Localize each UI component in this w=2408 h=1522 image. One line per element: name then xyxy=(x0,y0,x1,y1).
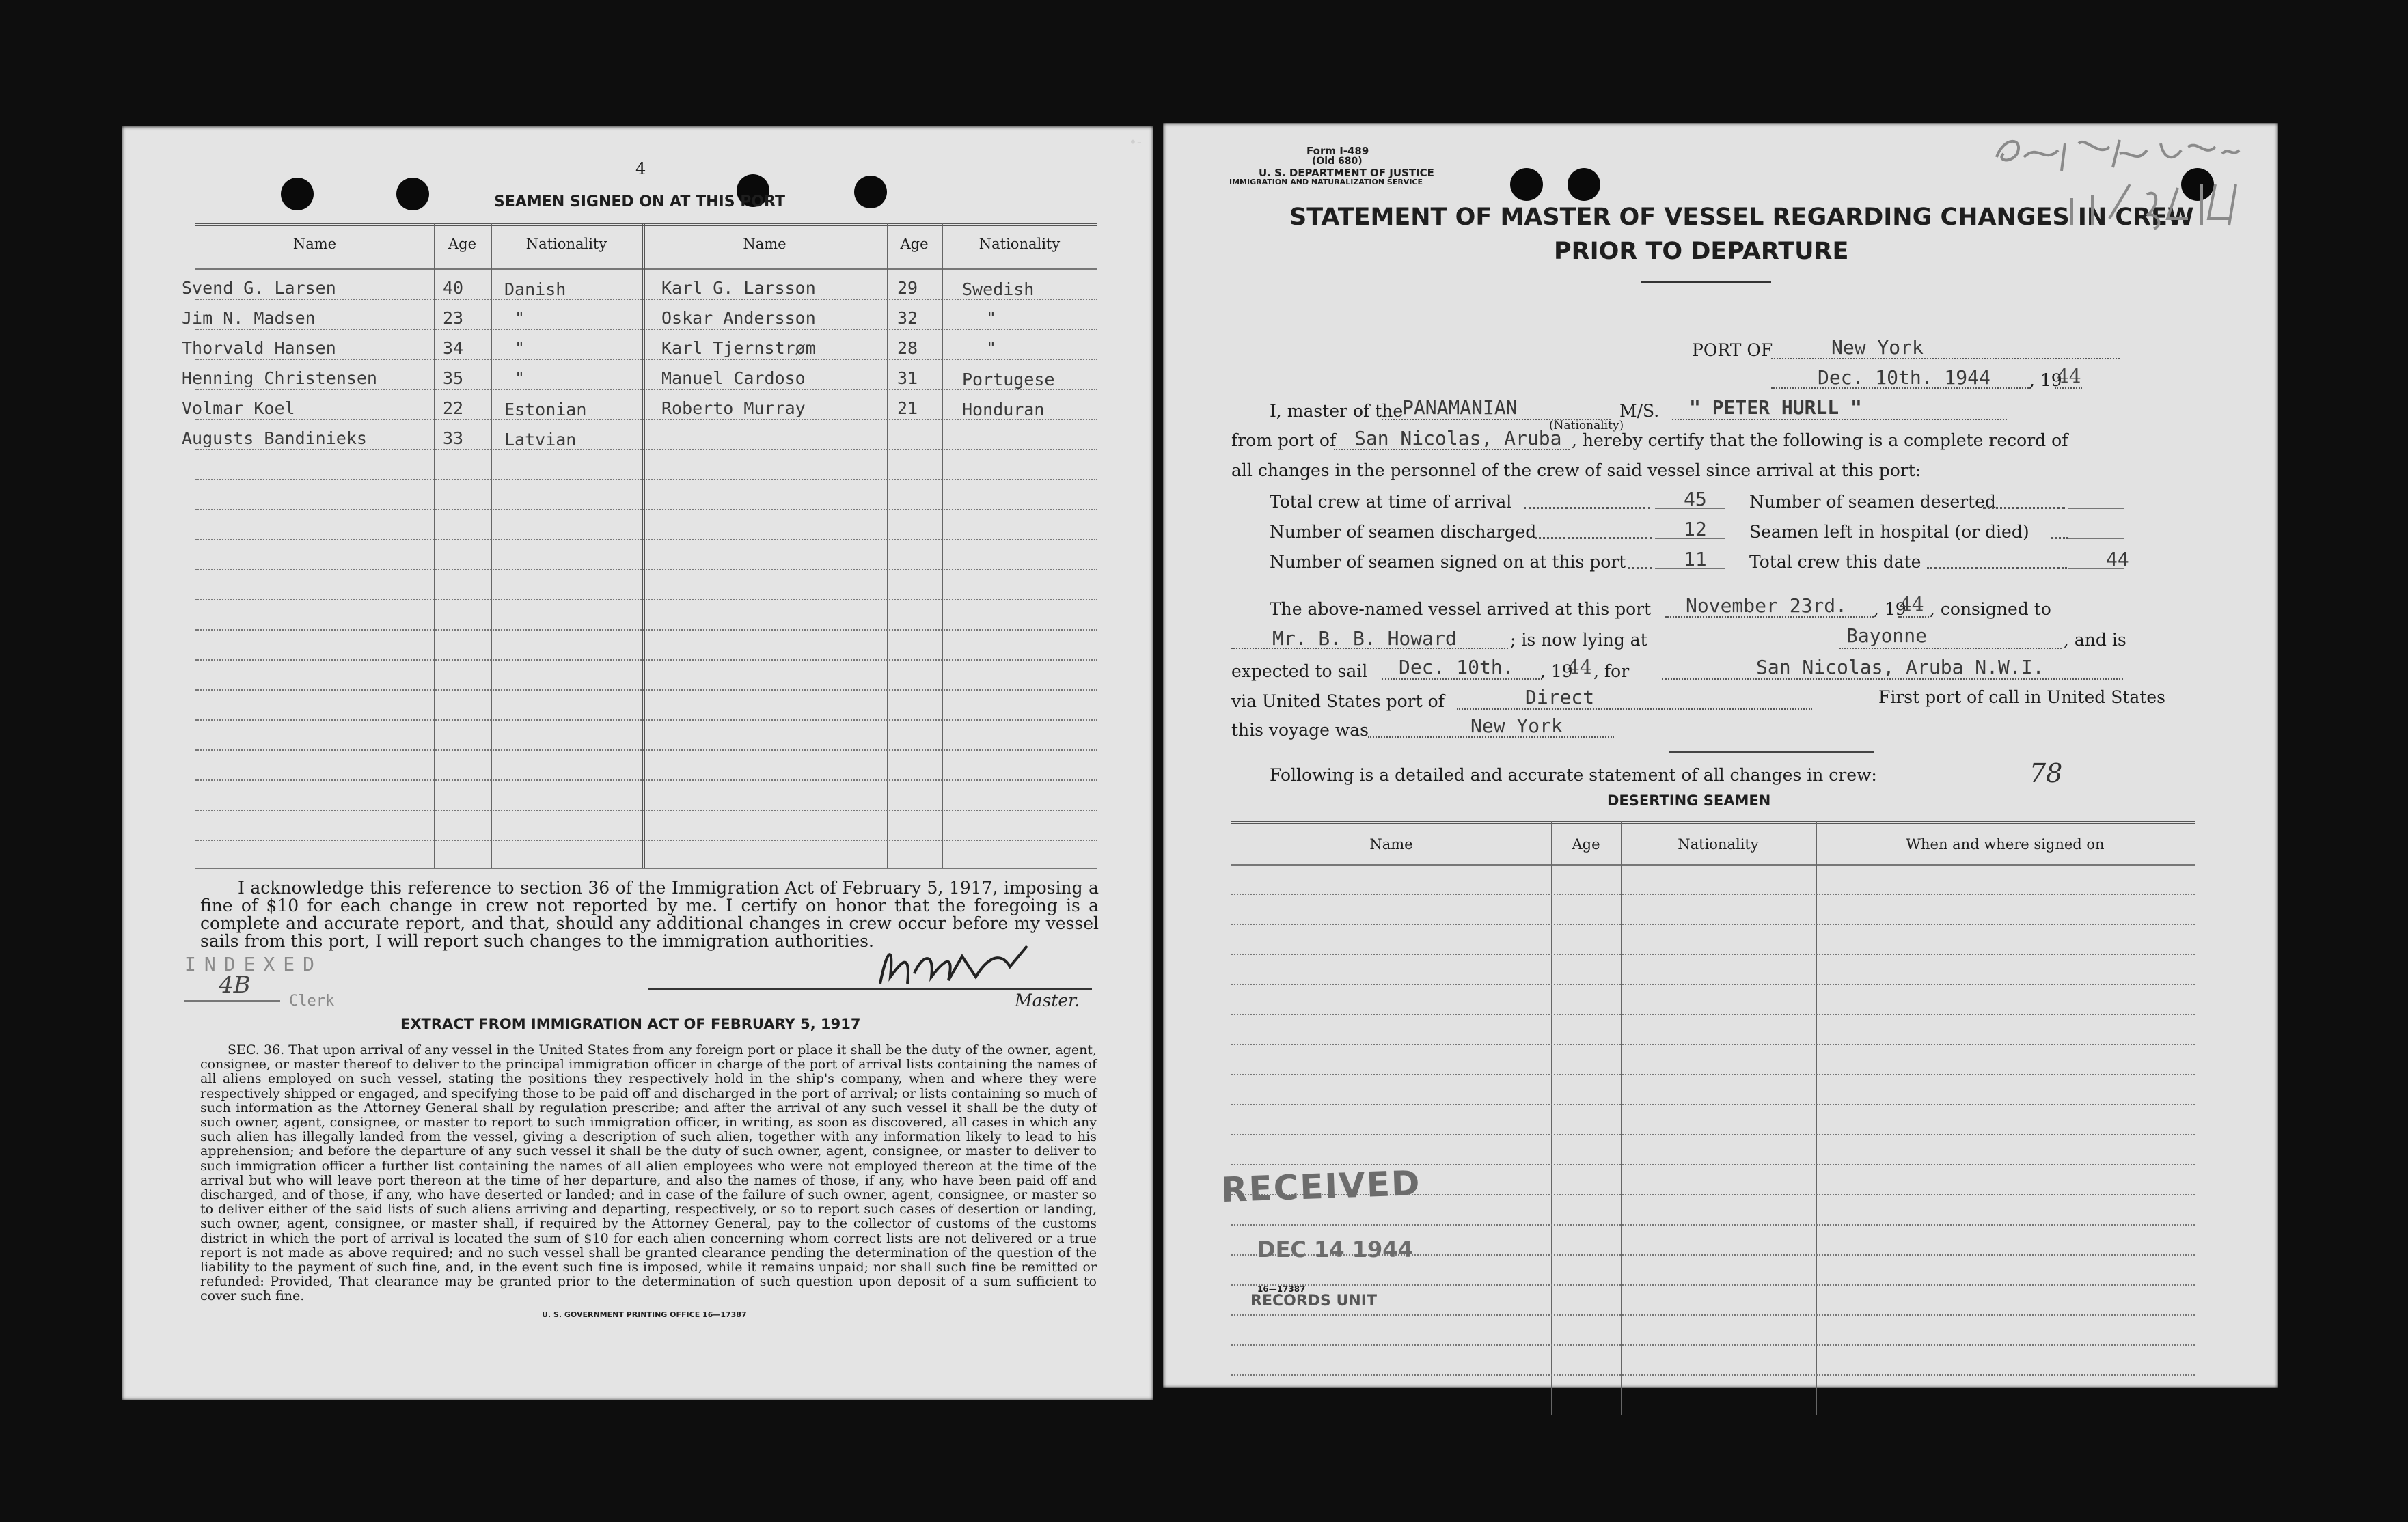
crew-name: Jim N. Madsen xyxy=(182,308,316,328)
master-of-label: I, master of the xyxy=(1270,401,1404,421)
punch-hole xyxy=(281,178,314,210)
crew-age: 28 xyxy=(897,338,918,358)
crew-nationality: Portugese xyxy=(962,370,1055,389)
form-number: Form I-489 xyxy=(1306,145,1369,157)
lying-at: Bayonne xyxy=(1846,624,1928,647)
signed-on: 11 xyxy=(1684,548,1707,570)
consignee: Mr. B. B. Howard xyxy=(1272,627,1457,650)
deserting-header-age: Age xyxy=(1572,836,1600,853)
crew-name: Henning Christensen xyxy=(182,368,377,388)
deserting-title: DESERTING SEAMEN xyxy=(1607,792,1771,809)
corner-annotation xyxy=(1983,130,2270,239)
clerk-label: Clerk xyxy=(289,993,335,1010)
punch-hole xyxy=(1568,168,1600,201)
crew-age: 29 xyxy=(897,278,918,298)
deserting-header-nationality: Nationality xyxy=(1678,836,1759,853)
crew-nationality: Danish xyxy=(504,279,566,299)
crew-name: Volmar Koel xyxy=(182,398,295,418)
crew-name: Thorvald Hansen xyxy=(182,338,336,358)
crew-name: Roberto Murray xyxy=(661,398,806,418)
crew-nationality: Estonian xyxy=(504,400,587,419)
crew-nationality: " xyxy=(515,308,525,328)
printing-code: 16—17387 xyxy=(1257,1284,1306,1294)
crew-age: 40 xyxy=(443,278,464,298)
following-label: Following is a detailed and accurate statement of all changes in crew: xyxy=(1270,765,1877,785)
printing-office: U. S. GOVERNMENT PRINTING OFFICE 16—17387 xyxy=(542,1310,747,1319)
arrived-year-prefix: , 19 xyxy=(1874,599,1906,619)
for-label: , for xyxy=(1593,661,1630,681)
date-year: 44 xyxy=(2057,365,2081,387)
discharged: 12 xyxy=(1684,518,1707,540)
crew-nationality: " xyxy=(986,308,997,328)
crew-nationality: Honduran xyxy=(962,400,1045,419)
handwritten-number: 78 xyxy=(2029,758,2063,788)
via-label: via United States port of xyxy=(1231,691,1445,711)
header-name-2: Name xyxy=(743,236,786,252)
crew-age: 33 xyxy=(443,428,464,448)
binding-mark: •- xyxy=(1129,134,1143,150)
crew-nationality: " xyxy=(986,338,997,358)
expected-year: 44 xyxy=(1568,656,1592,678)
crew-name: Karl G. Larsson xyxy=(661,278,816,298)
expected-date: Dec. 10th. xyxy=(1399,656,1514,678)
port-of-value: New York xyxy=(1831,336,1924,359)
form-title: STATEMENT OF MASTER OF VESSEL REGARDING CHANGES IN CREW xyxy=(1289,204,2194,231)
voyage-label: this voyage was xyxy=(1231,720,1369,740)
header-nationality-2: Nationality xyxy=(979,236,1061,252)
deserted-label: Number of seamen deserted xyxy=(1749,492,1996,512)
crew-nationality: " xyxy=(515,338,525,358)
vessel-name: " PETER HURLL " xyxy=(1689,396,1862,419)
crew-age: 22 xyxy=(443,398,464,418)
crew-age: 35 xyxy=(443,368,464,388)
from-port-label: from port of xyxy=(1231,430,1337,450)
via-port: Direct xyxy=(1525,686,1595,708)
port-of-label: PORT OF xyxy=(1692,340,1773,360)
form-old: (Old 680) xyxy=(1312,156,1363,167)
extract-text: SEC. 36. That upon arrival of any vessel in the United States from any foreign port or place it shall be the duty of the owner, agent, consignee, or master thereof to deliver to the principal immigration officer in charge of the port of arrival lists containing the names of all aliens employed on such vessel, stating the positions they respectively hold in the ship's company, when and where they were respectively shipped or engaged, and specifying those to be paid off and discharged in the port of arrival; or lists containing so much of such information as the Attorney General shall by regulation prescribe; and after the arrival of any such vessel it shall be the duty of such owner, agent, consignee, or master to report to such immigration officer, in writing, as soon as discovered, all cases in which any such alien has illegally landed from the vessel, giving a description of such alien, together with any information likely to lead to his apprehension; and before the departure of any such vessel it shall be the duty of such owner, agent, consignee, or master to deliver to such immigration officer a further list containing the names of all alien employees who were not employed thereon at the time of the arrival but who will leave port thereon at the time of her departure, and also the names of those, if any, who have been paid off and discharged, and of those, if any, who have deserted or landed; and in case of the failure of such owner, agent, consignee, or master so to deliver either of the said lists of such aliens arriving and departing, respectively, or so to report such cases of desertion or landing, such owner, agent, consignee, or master shall, if required by the Attorney General, pay to the collector of customs of the customs district in which the port of arrival is located the sum of $10 for each alien concerning whom correct lists are not delivered or a true report is not made as above required; and no such vessel shall be granted clearance pending the determination of the question of the liability to the payment of such fine, and, in the event such fine is imposed, while it remains unpaid; nor shall such fine be remitted or refunded: Provided, That clearance may be granted prior to the determination of such question upon deposit of a sum sufficient to cover such fine. xyxy=(200,1042,1097,1304)
crew-age: 32 xyxy=(897,308,918,328)
punch-hole xyxy=(396,178,429,210)
records-unit-stamp: RECORDS UNIT xyxy=(1250,1292,1377,1310)
certify-text-2: all changes in the personnel of the crew of said vessel since arrival at this port: xyxy=(1231,460,1921,480)
clerk-initials: 4B xyxy=(184,976,280,1002)
received-stamp: RECEIVED xyxy=(1220,1163,1422,1210)
corner-annotation-text xyxy=(2003,225,2010,226)
crew-name: Karl Tjernstrøm xyxy=(661,338,816,358)
total-crew-date: 44 xyxy=(2106,548,2129,570)
section-title: SEAMEN SIGNED ON AT THIS PORT xyxy=(494,193,785,210)
page-number: 4 xyxy=(635,159,646,178)
master-label: Master. xyxy=(1015,991,1080,1010)
extract-title: EXTRACT FROM IMMIGRATION ACT OF FEBRUARY 5, 1917 xyxy=(400,1016,861,1032)
received-date: DEC 14 1944 xyxy=(1257,1236,1413,1262)
certify-text: , hereby certify that the following is a complete record of xyxy=(1572,430,2068,450)
total-crew-date-label: Total crew this date xyxy=(1749,552,1921,572)
crew-nationality: Swedish xyxy=(962,279,1035,299)
crew-age: 21 xyxy=(897,398,918,418)
expected-label: expected to sail xyxy=(1231,661,1368,681)
lying-label: ; is now lying at xyxy=(1510,630,1647,650)
signed-on-label: Number of seamen signed on at this port xyxy=(1270,552,1626,572)
acknowledgement-text: I acknowledge this reference to section 36 of the Immigration Act of February 5, 1917, imposing a fine of $10 for each change in crew not reported by me. I certify on honor that the foregoing is a complete and accurate report, and that, should any additional changes in crew occur before my vessel sails from this port, I will report such changes to the immigration authorities. xyxy=(200,878,1099,951)
arrived-year: 44 xyxy=(1900,593,1924,615)
crew-age: 34 xyxy=(443,338,464,358)
crew-nationality: Latvian xyxy=(504,430,577,449)
date-year-prefix: , 19 xyxy=(2029,370,2062,390)
crew-name: Manuel Cardoso xyxy=(661,368,806,388)
crew-name: Svend G. Larsen xyxy=(182,278,336,298)
consigned-label: , consigned to xyxy=(1930,599,2051,619)
crew-name: Augusts Bandinieks xyxy=(182,428,367,448)
left-page xyxy=(122,126,1153,1400)
crew-age: 23 xyxy=(443,308,464,328)
total-crew-arrival: 45 xyxy=(1684,488,1707,510)
discharged-label: Number of seamen discharged xyxy=(1270,522,1537,542)
header-age: Age xyxy=(448,236,477,252)
header-name: Name xyxy=(292,236,337,252)
crew-nationality: " xyxy=(515,368,525,388)
department: U. S. DEPARTMENT OF JUSTICE xyxy=(1259,167,1434,179)
service: IMMIGRATION AND NATURALIZATION SERVICE xyxy=(1229,178,1423,186)
punch-hole xyxy=(854,176,887,208)
crew-age: 31 xyxy=(897,368,918,388)
from-port-value: San Nicolas, Aruba xyxy=(1354,427,1562,449)
total-crew-arrival-label: Total crew at time of arrival xyxy=(1270,492,1512,512)
date-value: Dec. 10th. 1944 xyxy=(1818,366,1990,389)
form-subtitle: PRIOR TO DEPARTURE xyxy=(1554,238,1849,265)
first-port-label: First port of call in United States xyxy=(1878,687,2165,707)
arrived-date: November 23rd. xyxy=(1686,594,1848,617)
first-port: New York xyxy=(1470,715,1563,737)
header-age-2: Age xyxy=(900,236,929,252)
arrived-label: The above-named vessel arrived at this port xyxy=(1270,599,1652,619)
header-nationality: Nationality xyxy=(525,236,607,252)
expected-year-prefix: , 19 xyxy=(1540,661,1573,681)
vessel-prefix: M/S. xyxy=(1619,401,1660,421)
and-is: , and is xyxy=(2064,630,2126,650)
indexed-stamp: INDEXED xyxy=(184,953,323,976)
crew-name: Oskar Andersson xyxy=(661,308,816,328)
nationality-caption: (Nationality) xyxy=(1549,419,1624,432)
hospital-label: Seamen left in hospital (or died) xyxy=(1749,522,2029,542)
right-page xyxy=(1163,123,2278,1388)
deserting-header-signed-on: When and where signed on xyxy=(1906,836,2105,853)
deserting-header-name: Name xyxy=(1369,836,1413,853)
destination: San Nicolas, Aruba N.W.I. xyxy=(1756,656,2044,678)
nationality-value: PANAMANIAN xyxy=(1402,396,1518,419)
